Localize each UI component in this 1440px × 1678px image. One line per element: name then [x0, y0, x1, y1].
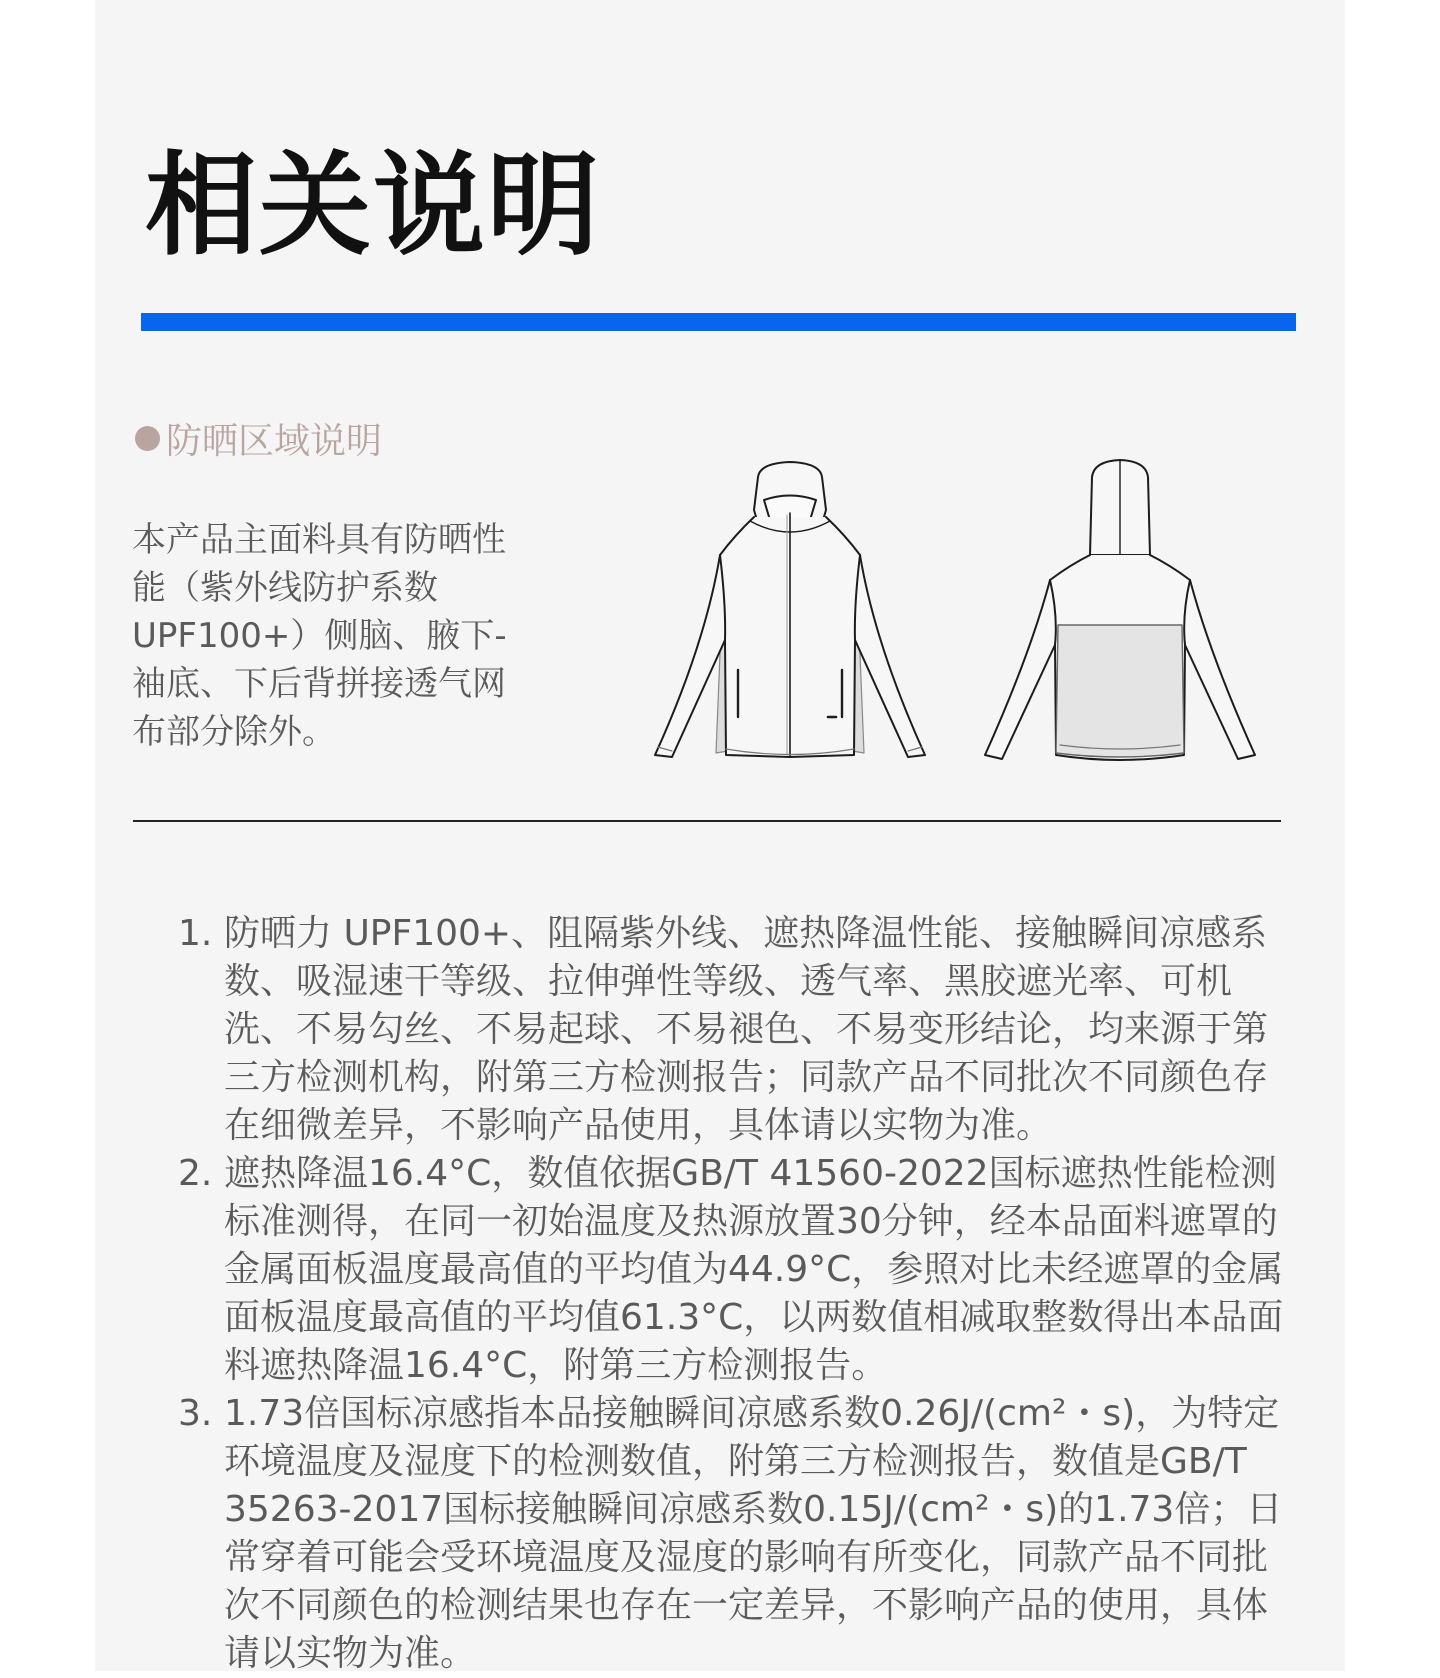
section-heading [135, 421, 383, 462]
note-text: 遮热降温16.4°C，数值依据GB/T 41560-2022国标遮热性能检测标准测得，在同一初始温度及热源放置30分钟，经本品面料遮罩的金属面板温度最高值的平均值为44.9°C，参照对比未经遮罩的金属面板温度最高值的平均值61.3°C，以两数值相减取整数得出本品面料遮热降温16.4°C，附第三方检测报告。 [224, 1153, 1284, 1386]
note-text: 防晒力 UPF100+、阻隔紫外线、遮热降温性能、接触瞬间凉感系数、吸湿速干等级、拉伸弹性等级、透气率、黑胶遮光率、可机洗、不易勾丝、不易起球、不易褪色、不易变形结论，均来源于第三方检测机构，附第三方检测报告；同款产品不同批次不同颜色存在细微差异，不影响产品使用，具体请以实物为准。 [224, 913, 1269, 1146]
section-intro-text: 本产品主面料具有防晒性能（紫外线防护系数UPF100+）侧脑、腋下-袖底、下后背拼接透气网布部分除外。 [132, 520, 507, 752]
bullet-dot-icon [135, 426, 160, 451]
notes-list [170, 910, 1300, 1678]
note-item [170, 1390, 1300, 1678]
jacket-illustrations [650, 455, 1290, 775]
section-heading-label: 防晒区域说明 [166, 421, 383, 462]
note-item [170, 1150, 1300, 1390]
note-number: 1. [178, 913, 213, 954]
note-number: 3. [178, 1393, 213, 1434]
jacket-front-icon [655, 462, 925, 757]
note-number: 2. [178, 1153, 213, 1194]
section-divider [133, 820, 1281, 822]
jacket-back-icon [985, 460, 1255, 760]
accent-divider [141, 313, 1296, 331]
page-title: 相关说明 [145, 141, 601, 271]
note-text: 1.73倍国标凉感指本品接触瞬间凉感系数0.26J/(cm²・s)，为特定环境温度及湿度下的检测数值，附第三方检测报告，数值是GB/T 35263-2017国标接触瞬间凉感系数0.15J/(cm²・s)的1.73倍；日常穿着可能会受环境温度及湿度的影响有所变化，同款产品不同批次不同颜色的检测结果也存在一定差异，不影响产品的使用，具体请以实物为准。 [224, 1393, 1283, 1674]
note-item [170, 910, 1300, 1150]
